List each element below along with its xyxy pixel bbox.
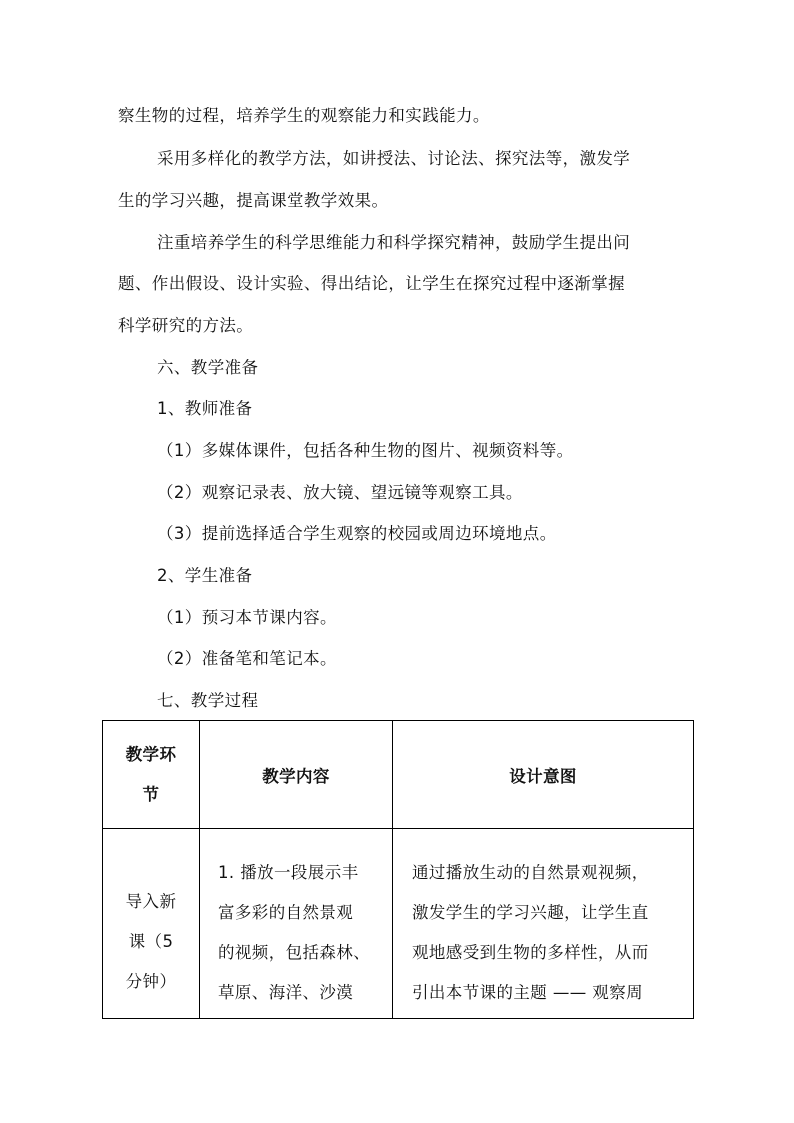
cell-content [200, 829, 393, 1019]
section-heading: 七、教学过程 [157, 691, 259, 710]
cell-stage [103, 829, 200, 1019]
teaching-process-table [102, 720, 694, 1019]
cell-line: 通过播放生动的自然景观视频， [412, 862, 649, 882]
paragraph-line: 注重培养学生的科学思维能力和科学探究精神，鼓励学生提出问 [157, 233, 631, 252]
header-intent: 设计意图 [393, 721, 694, 829]
list-item: （2）准备笔和笔记本。 [157, 649, 337, 668]
cell-line: 激发学生的学习兴趣，让学生直 [412, 902, 649, 922]
paragraph-line: 察生物的过程，培养学生的观察能力和实践能力。 [118, 106, 490, 125]
cell-line: 富多彩的自然景观 [218, 902, 354, 922]
cell-line: 观地感受到生物的多样性，从而 [412, 942, 649, 962]
cell-line: 的视频，包括森林、 [218, 942, 371, 962]
cell-line: 1. 播放一段展示丰 [218, 862, 359, 882]
cell-line: 课（5 [128, 932, 174, 951]
paragraph-line: 题、作出假设、设计实验、得出结论，让学生在探究过程中逐渐掌握 [118, 274, 625, 293]
cell-line: 导入新 [125, 892, 177, 911]
cell-intent [393, 829, 694, 1019]
section-heading: 六、教学准备 [157, 358, 259, 377]
subsection-heading: 2、学生准备 [157, 566, 253, 585]
list-item: （2）观察记录表、放大镜、望远镜等观察工具。 [157, 483, 523, 502]
header-content: 教学内容 [200, 721, 393, 829]
list-item: （1）多媒体课件，包括各种生物的图片、视频资料等。 [157, 441, 574, 460]
list-item: （3）提前选择适合学生观察的校园或周边环境地点。 [157, 524, 557, 543]
paragraph-line: 生的学习兴趣，提高课堂教学效果。 [118, 191, 389, 210]
paragraph-line: 采用多样化的教学方法，如讲授法、讨论法、探究法等，激发学 [157, 149, 631, 168]
table-row [103, 829, 694, 1019]
header-stage [103, 721, 200, 829]
header-stage-line: 节 [142, 784, 160, 804]
cell-line: 草原、海洋、沙漠 [218, 982, 354, 1002]
table-header-row [103, 721, 694, 829]
list-item: （1）预习本节课内容。 [157, 608, 337, 627]
header-stage-line: 教学环 [125, 744, 177, 764]
cell-line: 引出本节课的主题 —— 观察周 [412, 982, 643, 1002]
paragraph-line: 科学研究的方法。 [118, 316, 254, 335]
subsection-heading: 1、教师准备 [157, 399, 253, 418]
cell-line: 分钟） [125, 972, 177, 991]
